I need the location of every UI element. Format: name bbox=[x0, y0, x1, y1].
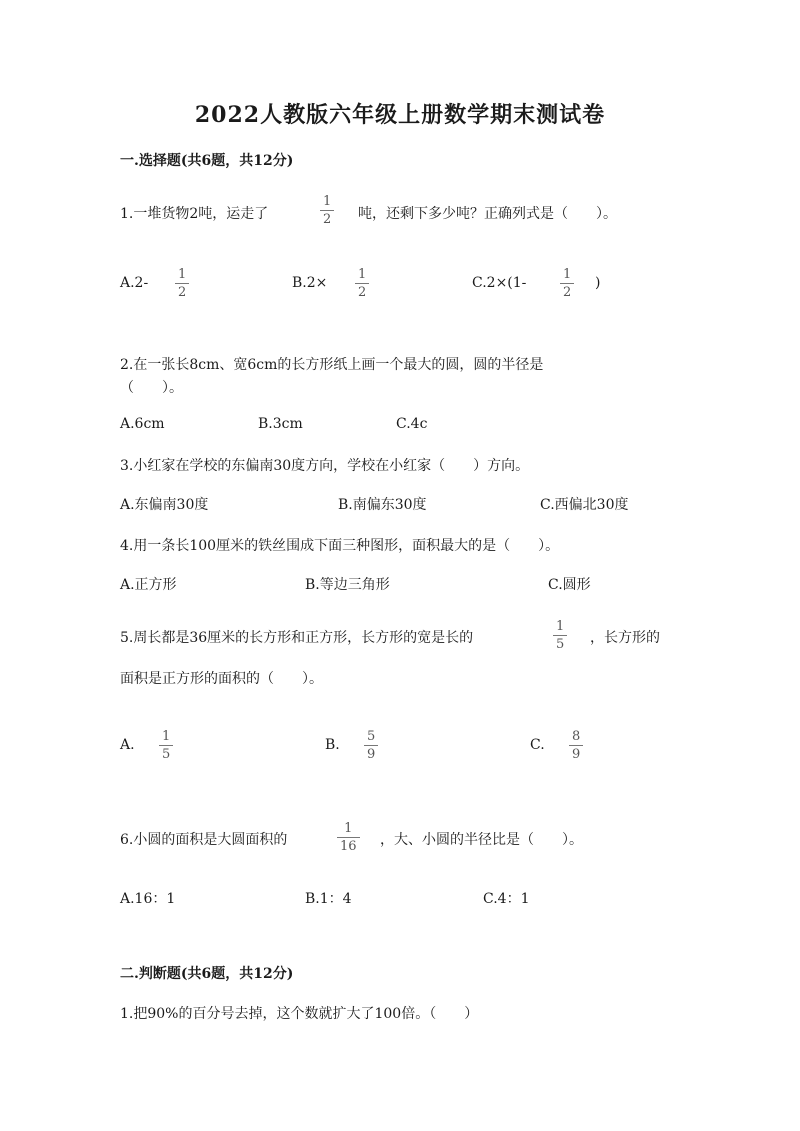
question-text: 2.在一张长8cm、宽6cm的长方形纸上画一个最大的圆，圆的半径是 bbox=[120, 357, 544, 373]
option-a[interactable]: A.2- bbox=[120, 275, 149, 291]
question-text: 5.周长都是36厘米的长方形和正方形，长方形的宽是长的 bbox=[120, 630, 474, 646]
question-text: ，长方形的 bbox=[590, 630, 660, 646]
section-heading-choice: 一.选择题(共6题，共12分) bbox=[120, 153, 294, 169]
fraction: 1 5 bbox=[553, 620, 567, 651]
page-title: 2022人教版六年级上册数学期末测试卷 bbox=[194, 102, 606, 128]
section-heading-judgement: 二.判断题(共6题，共12分) bbox=[120, 966, 294, 982]
fraction: 1 2 bbox=[175, 268, 189, 299]
option-c[interactable]: C.2×(1- bbox=[472, 275, 527, 291]
option-c[interactable]: C.西偏北30度 bbox=[540, 497, 629, 513]
option-b[interactable]: B.3cm bbox=[258, 416, 303, 432]
option-c-close: ) bbox=[595, 275, 601, 291]
option-b[interactable]: B.1：4 bbox=[305, 891, 352, 907]
option-a[interactable]: A.东偏南30度 bbox=[120, 497, 209, 513]
question-text: 6.小圆的面积是大圆面积的 bbox=[120, 832, 288, 848]
fraction: 8 9 bbox=[569, 730, 583, 761]
question-text: 4.用一条长100厘米的铁丝围成下面三种图形，面积最大的是（ ）。 bbox=[120, 538, 560, 554]
question-text: （ ）。 bbox=[120, 380, 183, 396]
question-text: 3.小红家在学校的东偏南30度方向，学校在小红家（ ）方向。 bbox=[120, 458, 530, 474]
option-b[interactable]: B. bbox=[325, 737, 340, 753]
question-text: 1.把90%的百分号去掉，这个数就扩大了100倍。（ ） bbox=[120, 1006, 479, 1022]
fraction: 1 2 bbox=[560, 268, 574, 299]
option-b[interactable]: B.等边三角形 bbox=[305, 577, 390, 593]
option-c[interactable]: C.圆形 bbox=[548, 577, 591, 593]
option-b[interactable]: B.南偏东30度 bbox=[338, 497, 427, 513]
option-c[interactable]: C.4：1 bbox=[483, 891, 530, 907]
option-a[interactable]: A.6cm bbox=[120, 416, 165, 432]
question-text: 吨，还剩下多少吨？正确列式是（ ）。 bbox=[358, 206, 617, 222]
option-c[interactable]: C.4c bbox=[396, 416, 428, 432]
option-a[interactable]: A.16：1 bbox=[120, 891, 176, 907]
fraction: 1 5 bbox=[159, 730, 173, 761]
fraction: 1 16 bbox=[337, 822, 360, 853]
option-a[interactable]: A. bbox=[120, 737, 135, 753]
question-text: 1.一堆货物2吨，运走了 bbox=[120, 206, 269, 222]
option-b[interactable]: B.2× bbox=[292, 275, 328, 291]
option-a[interactable]: A.正方形 bbox=[120, 577, 177, 593]
fraction: 1 2 bbox=[320, 195, 334, 226]
option-c[interactable]: C. bbox=[530, 737, 545, 753]
question-text: ，大、小圆的半径比是（ ）。 bbox=[380, 832, 583, 848]
question-text: 面积是正方形的面积的（ ）。 bbox=[120, 671, 323, 687]
fraction: 5 9 bbox=[364, 730, 378, 761]
fraction: 1 2 bbox=[355, 268, 369, 299]
